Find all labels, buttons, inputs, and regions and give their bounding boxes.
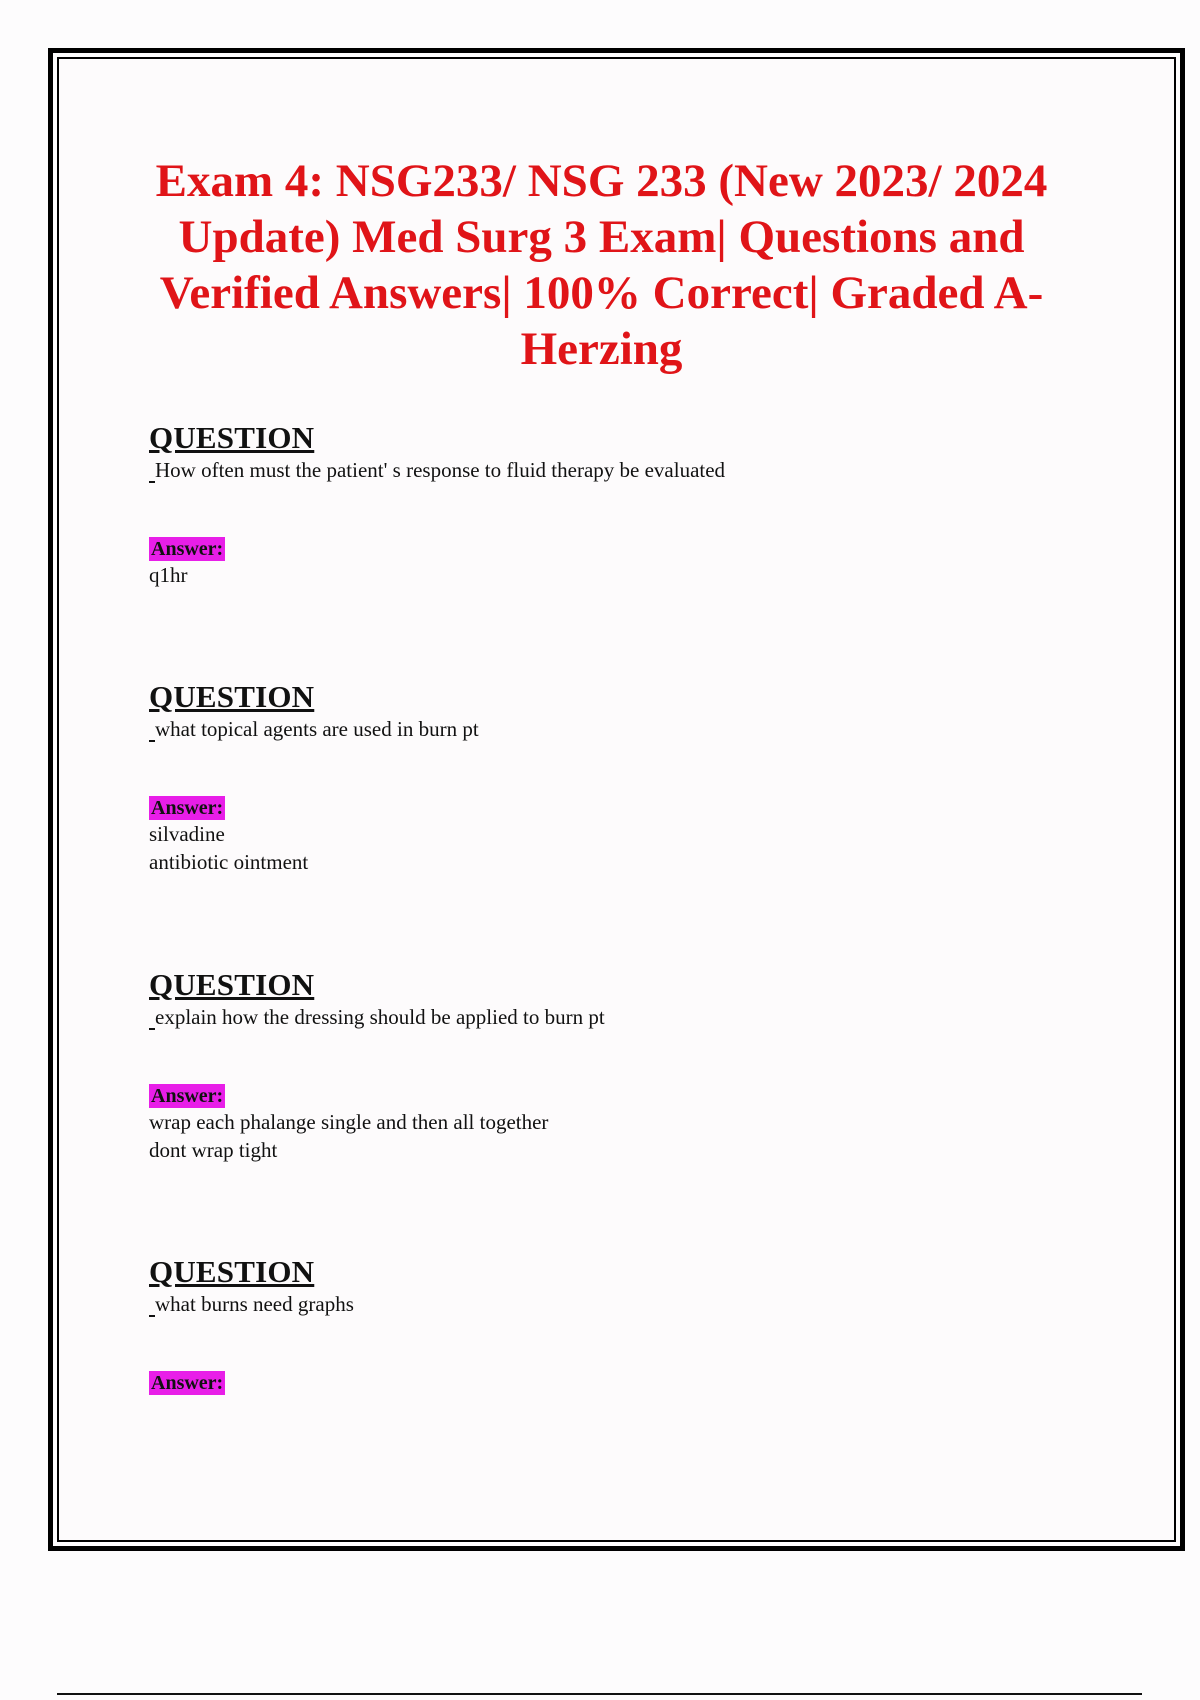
question-text-wrap <box>149 457 1049 483</box>
document-title: Exam 4: NSG233/ NSG 233 (New 2023/ 2024 Update) Med Surg 3 Exam| Questions and Verified Answers| 100% Correct| Graded A- Herzing <box>155 155 1048 375</box>
question-text-wrap <box>149 1004 1049 1030</box>
answer-block <box>149 796 1049 876</box>
question-text: what topical agents are used in burn pt <box>155 717 479 741</box>
answer-line: wrap each phalange single and then all together <box>149 1110 549 1134</box>
answer-label: Answer: <box>151 1372 224 1394</box>
answer-block <box>149 537 1049 589</box>
page-border-inner <box>57 57 1176 1542</box>
qa-item-4 <box>149 1255 1049 1395</box>
question-text-wrap <box>149 716 1049 742</box>
page-border <box>48 48 1185 1551</box>
question-text-wrap <box>149 1291 1049 1317</box>
question-heading: QUESTION <box>149 679 315 714</box>
question-heading: QUESTION <box>149 1254 315 1289</box>
answer-line: dont wrap tight <box>149 1138 278 1162</box>
answer-line: q1hr <box>149 563 188 587</box>
qa-item-2 <box>149 680 1049 876</box>
answer-label: Answer: <box>151 797 224 819</box>
answer-block <box>149 1371 1049 1395</box>
qa-item-3 <box>149 968 1049 1164</box>
answer-label: Answer: <box>151 538 224 560</box>
footer-divider <box>57 1693 1142 1695</box>
question-heading: QUESTION <box>149 967 315 1002</box>
qa-item-1 <box>149 421 1049 589</box>
answer-line: silvadine <box>149 822 225 846</box>
answer-line: antibiotic ointment <box>149 850 309 874</box>
question-text: what burns need graphs <box>155 1292 354 1316</box>
question-text: How often must the patient' s response to fluid therapy be evaluated <box>155 458 726 482</box>
answer-label: Answer: <box>151 1085 224 1107</box>
answer-block <box>149 1084 1049 1164</box>
question-heading: QUESTION <box>149 420 315 455</box>
question-text: explain how the dressing should be applied to burn pt <box>155 1005 605 1029</box>
